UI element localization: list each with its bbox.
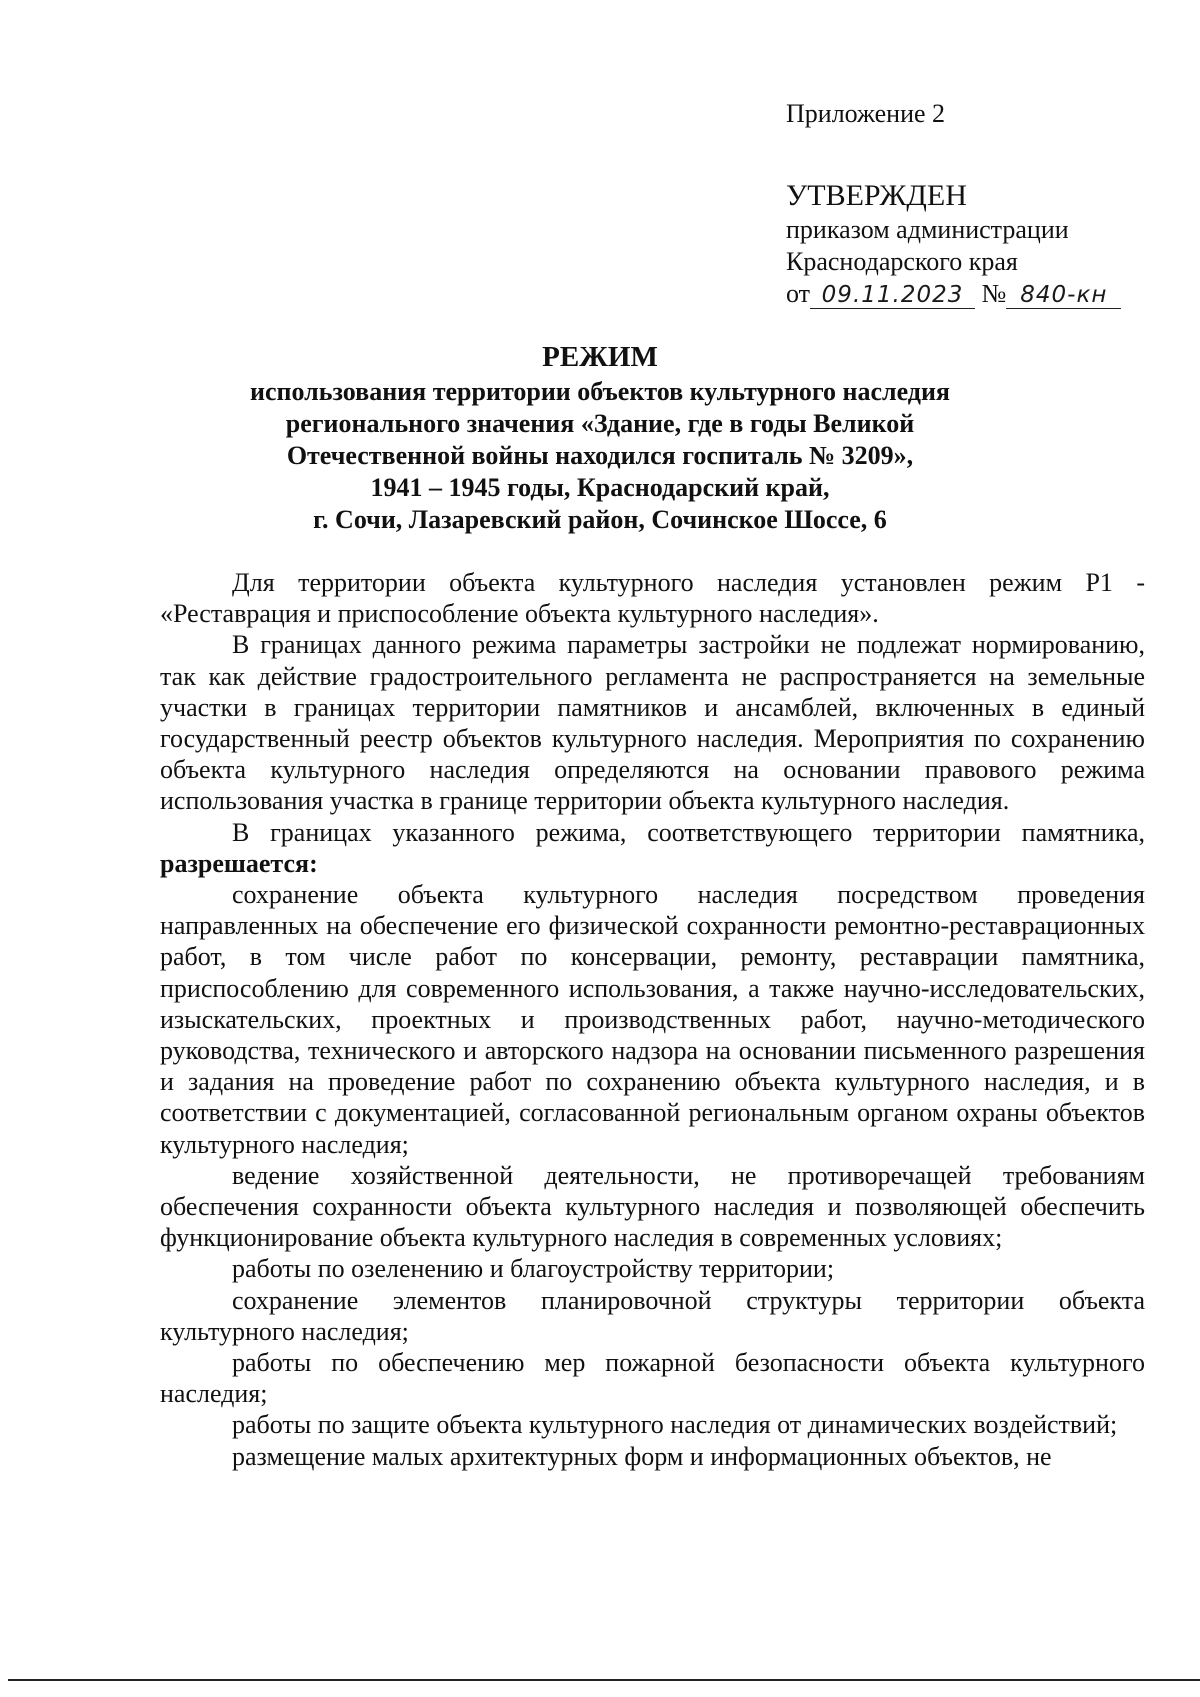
paragraph-planning-structure: сохранение элементов планировочной структуры территории объекта культурного наследия;: [160, 1285, 1145, 1346]
paragraph-preservation: сохранение объекта культурного наследия посредством проведения направленных на обеспечение его физической сохранности ремонтно-реставрационных работ, в том числе работ по консервации, ремонту, реставрации памятника, приспособлению для современного использования, а также научно-исследовательских, изыскательских, проектных и производственных работ, научно-методического руководства, технического и авторского надзора на основании письменного разрешения и задания на проведение работ по сохранению объекта культурного наследия, и в соответствии с документацией, согласованной региональным органом охраны объектов культурного наследия;: [160, 880, 1145, 1159]
date-prefix: от: [786, 279, 811, 308]
permitted-intro-text: В границах указанного режима, соответствующего территории памятника,: [232, 817, 1145, 847]
handwritten-number: 840-кн: [1020, 282, 1108, 308]
document-body: [160, 567, 1145, 1472]
appendix-label: Приложение 2: [786, 99, 946, 128]
title-line-1: использования территории объектов культурного наследия: [250, 377, 950, 406]
approval-line-2: Краснодарского края: [786, 247, 1018, 276]
paragraph-dynamic-protection: работы по защите объекта культурного наследия от динамических воздействий;: [232, 1410, 1118, 1440]
paragraph-regime: Для территории объекта культурного наследия установлен режим Р1 - «Реставрация и приспособление объекта культурного наследия».: [160, 568, 1145, 629]
number-sign: №: [981, 279, 1007, 308]
date-field: [810, 281, 975, 309]
approved-heading: УТВЕРЖДЕН: [786, 179, 967, 212]
approval-block: [786, 98, 1166, 310]
title-main: РЕЖИМ: [542, 341, 658, 373]
handwritten-date: 09.11.2023: [821, 282, 964, 308]
number-field: [1006, 281, 1121, 309]
document-title: [150, 340, 1050, 536]
paragraph-fire-safety: работы по обеспечению мер пожарной безопасности объекта культурного наследия;: [160, 1348, 1145, 1409]
approval-line-1: приказом администрации: [786, 215, 1069, 244]
paragraph-permitted-intro: [160, 817, 1145, 879]
title-line-5: г. Сочи, Лазаревский район, Сочинское Шоссе, 6: [313, 505, 887, 534]
paragraph-parameters: В границах данного режима параметры застройки не подлежат нормированию, так как действие градостроительного регламента не распространяется на земельные участки в границах территории памятников и ансамблей, включенных в единый государственный реестр объектов культурного наследия. Мероприятия по сохранению объекта культурного наследия определяются на основании правового режима использования участка в границе территории объекта культурного наследия.: [160, 630, 1145, 816]
paragraph-economic-activity: ведение хозяйственной деятельности, не противоречащей требованиям обеспечения сохранности объекта культурного наследия и позволяющей обеспечить функционирование объекта культурного наследия в современных условиях;: [160, 1160, 1145, 1253]
paragraph-small-forms: размещение малых архитектурных форм и информационных объектов, не: [232, 1441, 1052, 1471]
title-line-2: регионального значения «Здание, где в годы Великой: [285, 409, 915, 438]
order-date-line: [786, 278, 1166, 310]
bottom-divider: [8, 1679, 1200, 1681]
permitted-keyword: разрешается:: [160, 848, 318, 878]
paragraph-landscaping: работы по озеленению и благоустройству территории;: [232, 1254, 835, 1284]
title-line-4: 1941 – 1945 годы, Краснодарский край,: [370, 473, 830, 502]
title-line-3: Отечественной войны находился госпиталь № 3209»,: [286, 441, 914, 470]
